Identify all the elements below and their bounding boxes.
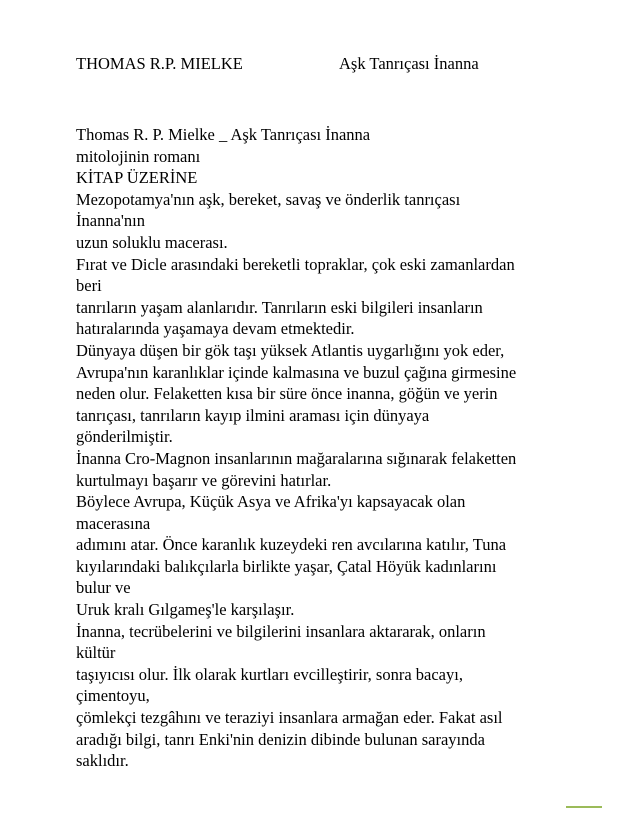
text-line: İnanna Cro-Magnon insanlarının mağaralarına sığınarak felaketten bbox=[76, 448, 517, 468]
text-line: Mezopotamya'nın aşk, bereket, savaş ve önderlik tanrıçası bbox=[76, 189, 461, 209]
text-line: Fırat ve Dicle arasındaki bereketli topraklar, çok eski zamanlardan bbox=[76, 254, 515, 274]
text-line: hatıralarında yaşamaya devam etmektedir. bbox=[76, 319, 355, 339]
header-book-title: Aşk Tanrıçası İnanna bbox=[339, 54, 479, 73]
text-line: Avrupa'nın karanlıklar içinde kalmasına ve buzul çağına girmesine bbox=[76, 362, 517, 382]
text-line: Uruk kralı Gılgameş'le karşılaşır. bbox=[76, 600, 295, 620]
text-line: mitolojinin romanı bbox=[76, 146, 201, 166]
text-line: İnanna'nın bbox=[76, 211, 145, 231]
text-line: beri bbox=[76, 276, 102, 296]
text-line: bulur ve bbox=[76, 578, 131, 598]
text-line: Thomas R. P. Mielke _ Aşk Tanrıçası İnanna bbox=[76, 125, 371, 144]
text-line: neden olur. Felaketten kısa bir süre önce inanna, göğün ve yerin bbox=[76, 384, 498, 404]
text-line: tanrıçası, tanrıların kayıp ilmini araması için dünyaya bbox=[76, 405, 430, 425]
text-line: çimentoyu, bbox=[76, 686, 150, 706]
page-footer-rule bbox=[566, 806, 602, 808]
text-line: gönderilmiştir. bbox=[76, 427, 173, 447]
text-line: kıyılarındaki balıkçılarla birlikte yaşar, Çatal Höyük kadınlarını bbox=[76, 556, 497, 576]
text-line: uzun soluklu macerası. bbox=[76, 232, 228, 252]
text-line: aradığı bilgi, tanrı Enki'nin denizin dibinde bulunan sarayında bbox=[76, 729, 485, 749]
text-line: kurtulmayı başarır ve görevini hatırlar. bbox=[76, 470, 332, 490]
body-text bbox=[76, 124, 566, 772]
text-line: çömlekçi tezgâhını ve teraziyi insanlara armağan eder. Fakat asıl bbox=[76, 708, 503, 728]
text-line: taşıyıcısı olur. İlk olarak kurtları evcilleştirir, sonra bacayı, bbox=[76, 664, 463, 684]
text-line: İnanna, tecrübelerini ve bilgilerini insanlara aktararak, onların bbox=[76, 621, 486, 641]
text-line: Böylece Avrupa, Küçük Asya ve Afrika'yı kapsayacak olan bbox=[76, 492, 466, 512]
text-line: tanrıların yaşam alanlarıdır. Tanrıların eski bilgileri insanların bbox=[76, 297, 483, 317]
text-line: adımını atar. Önce karanlık kuzeydeki ren avcılarına katılır, Tuna bbox=[76, 535, 507, 555]
text-line: Dünyaya düşen bir gök taşı yüksek Atlantis uygarlığını yok eder, bbox=[76, 340, 505, 360]
running-header bbox=[76, 53, 576, 75]
text-line: KİTAP ÜZERİNE bbox=[76, 168, 198, 188]
text-line: saklıdır. bbox=[76, 751, 129, 771]
text-line: kültür bbox=[76, 643, 116, 663]
header-author: THOMAS R.P. MIELKE bbox=[76, 54, 243, 73]
text-line: macerasına bbox=[76, 513, 151, 533]
